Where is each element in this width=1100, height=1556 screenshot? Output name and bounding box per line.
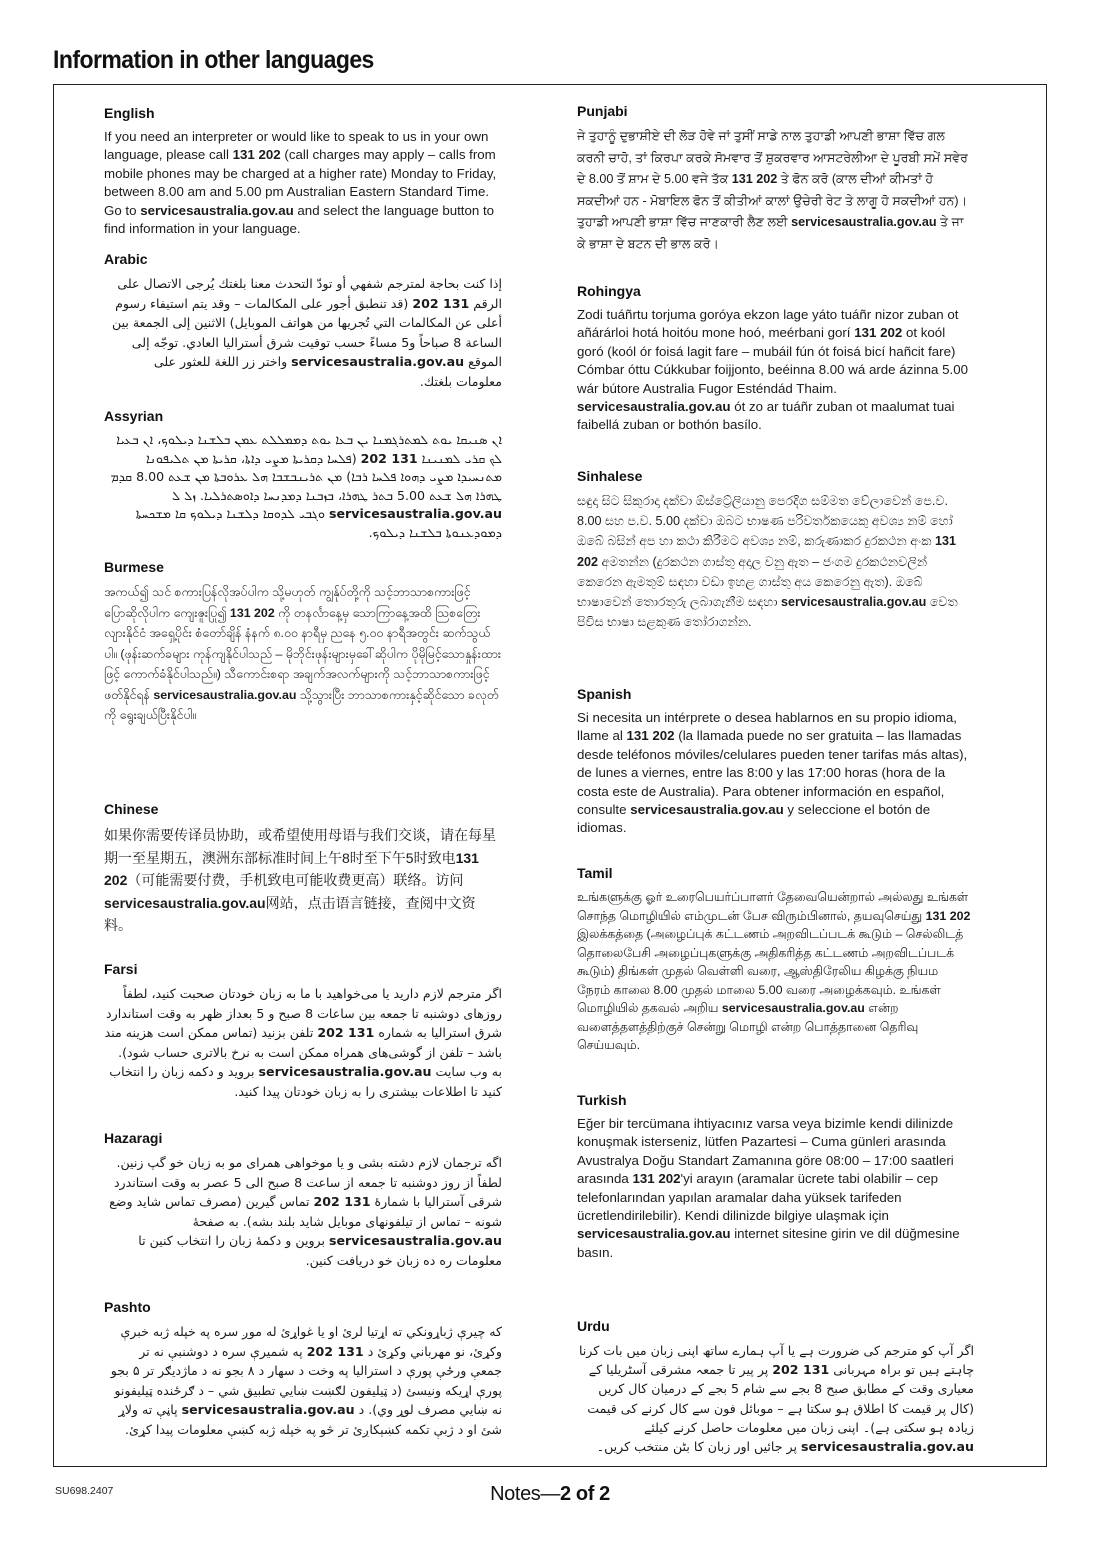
website-link[interactable]: servicesaustralia.gov.au: [258, 1064, 432, 1079]
website-link[interactable]: servicesaustralia.gov.au: [577, 399, 731, 415]
section-heading: Farsi: [104, 961, 138, 977]
notes-label: Notes—: [490, 1483, 560, 1505]
section-heading: English: [104, 105, 155, 121]
page-footer: [0, 1483, 1100, 1506]
phone-number: 131 202: [577, 534, 956, 569]
section-body: [104, 1153, 502, 1270]
body-text: இலக்கத்தை (அழைப்புக் கட்டணம் அறவிடப்படக் கூடும் – செல்லிடத் தொலைபேசி அழைப்புகளுக்கு அதிகரித்த கட்டணம் அறவிடப்படக் கூடும்) திங்கள் முதல் வெள்ளி வரை, ஆஸ்திரேலிய கிழக்கு நியம நேரம் காலை 8.00 முதல் மாலை 5.00 வரை அழைக்கவும். உங்கள் மொழியில் தகவல் அறிய: [577, 927, 964, 1015]
body-text: သို့သွားပြီး ဘာသာစကားနှင့်ဆိုင်သော ခလုတ်ကို ရွေးချယ်ပြီးနိုင်ပါ။: [104, 687, 499, 722]
section-heading: Pashto: [104, 1299, 151, 1315]
body-text: پاڼې ته ولاړ شئ او د ژبې تکمه کښېکاږئ تر څو په خپله ژبه کښې معلومات پیدا کړئ.: [118, 1402, 502, 1437]
body-text: په شمیرې سره د دوشنبې نه تر جمعې ورځې پورې د استرالیا په وخت د سهار د ۸ بجو نه د ماژدیګر تر ۵ بجو پورې اړیکه ونیسئ (د ټیلیفون لګښت ښایي تطبیق شي – د ګرځنده ټیلیفونو نه ښایي مصرف لوړ وي). د: [110, 1343, 502, 1417]
body-text: پر جائیں اور زبان کا بٹن منتخب کریں۔: [596, 1439, 802, 1455]
body-text: (ܦܠܚܐ ܕܩܪܝܬܐ ܡܨܝ ܕܐܬܐ، ܩܪܝܬܐ ܡܢ ܬܠܝܦܘܢܐ ܡܬܢܚܝܕܐ ܡܨܝ ܕܗܘܐ ܦܠܚܐ ܪܒܐ) ܡܢ ܬܪܝܢܒܫܒܐ ܗܠ ܥܪܘܒܬܐ ܡܢ ܫܥܬ 8.00 ܩܕܡ ܛܗܪܐ ܗܠ ܫܥܬ 5.00 ܒܬܪ ܛܗܪܐ، ܒܙܒܢܐ ܕܡܕܢܚܐ ܕܐܘܣܬܪܠܝܐ. ܙܠ ܠ: [110, 450, 502, 503]
section-body: [104, 1322, 502, 1439]
section-body: [104, 984, 502, 1101]
section-spanish: [577, 686, 974, 838]
section-body: [577, 1115, 974, 1262]
website-link[interactable]: servicesaustralia.gov.au: [791, 215, 937, 229]
section-tamil: [577, 865, 974, 1055]
phone-number: 131 202: [232, 147, 281, 163]
body-text: پر پیر تا جمعہ مشرقی آسٹریلیا کے معیاری وقت کے مطابق صبح 8 بجے سے شام 5 بجے کے درمیان کال کریں (کال پر قیمت کا اطلاق ہو سکتا ہے – موبائل فون سے کال کرنے کی قیمت زیادہ ہو سکتی ہے)۔ اپنی زبان میں معلومات حاصل کرنے کیلئے: [587, 1362, 974, 1435]
body-text: ကို တနင်္လာနေ့မှ သောကြာနေ့အထိ ဩစတြေးလျားနိုင်ငံ အရှေ့ပိုင်း စံတော်ချိန် နံနက် ၈.၀၀ နာရီမှ ညနေ ၅.၀၀ နာရီအတွင်း ဆက်သွယ်ပါ။ (ဖုန်းဆက်ခများ ကုန်ကျနိုင်ပါသည် – မိုဘိုင်းဖုန်းများမှခေါ်ဆိုပါက ပိုမိုမြင့်သောနှုန်းထားဖြင့် ကောက်ခံနိုင်ပါသည်။) သီကောင်းစရာ အချက်အလက်များကို သင့်ဘာသာစကားဖြင့် ဖတ်နိုင်ရန်: [104, 605, 502, 702]
languages-panel: [53, 84, 1047, 1467]
section-body: [577, 709, 974, 838]
section-body: [104, 824, 502, 937]
section-chinese: [104, 801, 502, 937]
body-text: Si necesita un intérprete o desea hablarnos en su propio idioma, llame al: [577, 710, 957, 744]
phone-number: 131 202: [306, 1343, 364, 1359]
section-body: [577, 126, 974, 255]
body-text: ot koól goró (koól ór foisá lagit fare – mubáil fún ót foisá bicí hañcit fare) Cómbar óttu Cúkkubar foijjonto, beéinna 8.00 wá arde ázinna 5.00 wár bútore Australia Fugor Esténdád Thaim.: [577, 325, 969, 396]
section-heading: Assyrian: [104, 408, 164, 424]
website-link[interactable]: servicesaustralia.gov.au: [291, 354, 465, 369]
section-heading: Tamil: [577, 865, 613, 881]
phone-number: 131 202: [317, 1025, 375, 1040]
form-code: SU698.2407: [55, 1485, 114, 1497]
body-text: (la llamada puede no ser gratuita – las llamadas desde teléfonos móviles/celulares pueden tener tarifas más altas), de lunes a viernes, entre las 8:00 y las 17:00 horas (hora de la costa este de Australia). Para obtener información en español, consulte: [577, 728, 968, 818]
section-body: [104, 582, 502, 726]
body-text: که چیرې ژباړونکي ته اړتیا لرئ او یا غواړئ له موږ سره په خپله ژبه خبرې وکړئ، نو مهرباني وکړئ د: [120, 1324, 502, 1359]
phone-number: 131 202: [626, 728, 675, 744]
body-text: සඳුදා සිට සිකුරාදා දක්වා ඕස්ට්‍රේලියානු පෙරදිග සම්මත වේලාවෙන් පෙ.ව. 8.00 සහ ප.ව. 5.00 දක්වා ඔබට භාෂණ පරිවර්තකයෙකු අවශ්‍ය නම් හෝ ඔබේ බසින් අප හා කථා කිරීමට අවශ්‍ය නම්, කරුණාකර දුරකථන අංක: [577, 494, 953, 549]
section-heading: Sinhalese: [577, 468, 643, 484]
section-heading: Turkish: [577, 1092, 627, 1108]
section-sinhalese: [577, 468, 974, 632]
body-text: واختر زر اللغة للعثور على معلومات بلغتك.: [153, 354, 502, 389]
phone-number: 131 202: [731, 172, 778, 186]
section-rohingya: [577, 283, 974, 435]
phone-number: 131 202: [412, 295, 470, 311]
section-hazaragi: [104, 1130, 502, 1270]
body-text: تلفن بزنید (تماس ممکن است هزینه مند باشد – تلفن از گوشی‌های همراه ممکن است به نرخ بالاتری حساب شود). به وب سایت: [104, 1025, 502, 1079]
section-pashto: [104, 1299, 502, 1439]
section-body: [104, 274, 502, 391]
section-turkish: [577, 1092, 974, 1262]
section-urdu: [577, 1318, 974, 1456]
section-heading: Burmese: [104, 559, 164, 575]
body-text: 'yi arayın (aramalar ücrete tabi olabilir – cep telefonlarından yapılan aramalar daha yüksek tarifeden ücretlendirilebilir). Kendi dilinizde bilgiye ulaşmak için: [577, 1171, 939, 1224]
phone-number: 131 202: [104, 849, 479, 889]
body-text: အကယ်၍ သင် စကားပြန်လိုအပ်ပါက သို့မဟုတ် ကျွန်ုပ်တို့ကို သင့်ဘာသာစကားဖြင့် ပြောဆိုလိုပါက ကျေးဇူးပြု၍: [104, 585, 471, 620]
phone-number: 131 202: [854, 325, 903, 341]
section-english: [104, 105, 502, 238]
phone-number: 131 202: [772, 1362, 830, 1378]
body-text: ܐܢ ܣܢܝܩܐ ܝܘܬ ܠܡܬܪܓܡܢܐ ܝܢ ܒܥܐ ܝܘܬ ܕܡܡܠܠܬ ܥܡܢ ܒܠܫܢܐ ܕܝܠܘܟ، ܐܢ ܒܥܝܐ ܠܟ ܩܪܝ ܠܡܢܝܢܐ: [116, 432, 502, 466]
body-text: ܘܓܒܝ ܠܕܘܩܐ ܕܠܫܢܐ ܕܝܠܘܟ ܩܐ ܡܫܟܚܬܐ ܕܡܘܕܥܢܘܬܐ ܒܠܫܢܐ ܕܝܠܘܟ.: [135, 506, 502, 540]
body-text: අමතන්න (දුරකථන ගාස්තු අදාල වනු ඇත – ජංගම දුරකථනවලින් කෙරෙන ඇමතුම් සඳහා වඩා ඉහළ ගාස්තු අය කෙරෙනු ඇත). ඔබේ භාෂාවෙන් තොරතුරු ලබාගැනීම සඳහා: [577, 554, 928, 610]
body-text: Eğer bir tercümana ihtiyacınız varsa veya bizimle kendi dilinizde konuşmak isterseniz, lütfen Pazartesi – Cuma günleri arasında Avustralya Doğu Standart Zamanına göre 08:00 – 17:00 saatleri arasında: [577, 1116, 954, 1187]
section-body: [577, 491, 974, 632]
body-text: என்ற வளைத்தளத்திற்குச் சென்று மொழி என்ற பொத்தானை தெரிவு செய்யவும்.: [577, 1001, 919, 1052]
section-assyrian: [104, 408, 502, 542]
body-text: 如果你需要传译员协助，或希望使用母语与我们交谈，请在每星期一至星期五，澳洲东部标准时间上午8时至下午5时致电: [104, 827, 496, 866]
website-link[interactable]: servicesaustralia.gov.au: [780, 595, 927, 610]
section-heading: Chinese: [104, 801, 159, 817]
section-heading: Punjabi: [577, 103, 628, 119]
body-text: உங்களுக்கு ஓர் உரைபெயர்ப்பாளர் தேவையென்றால் அல்லது உங்கள் சொந்த மொழியில் எம்முடன் பேச விரும்பினால், தயவுசெய்து: [577, 890, 969, 923]
section-arabic: [104, 251, 502, 391]
body-text: بروید و دکمه زبان را انتخاب کنید تا اطلاعات بیشتری را به زبان خودتان پیدا کنید.: [109, 1064, 502, 1099]
page-title: Information in other languages: [53, 46, 374, 74]
website-link[interactable]: servicesaustralia.gov.au: [329, 1233, 502, 1248]
body-text: internet sitesine girin ve dil düğmesine basın.: [577, 1226, 960, 1260]
body-text: ਤੇ ਜਾ ਕੇ ਭਾਸ਼ਾ ਦੇ ਬਟਨ ਦੀ ਭਾਲ ਕਰੋ।: [577, 215, 964, 251]
body-text: ót zo ar tuáñr zuban ot maalumat tuai faibellá zuban or bothón basílo.: [577, 399, 955, 433]
body-text: 网站，点击语言链接，查阅中文资料。: [104, 894, 476, 934]
section-heading: Arabic: [104, 251, 148, 267]
body-text: වෙත පිවිස භාෂා සළකුණ තෝරාගන්න.: [577, 595, 958, 630]
website-link[interactable]: servicesaustralia.gov.au: [140, 202, 294, 218]
body-text: ਜੇ ਤੁਹਾਨੂੰ ਦੁਭਾਸ਼ੀਏ ਦੀ ਲੋੜ ਹੋਵੇ ਜਾਂ ਤੁਸੀਂ ਸਾਡੇ ਨਾਲ ਤੁਹਾਡੀ ਆਪਣੀ ਭਾਸ਼ਾ ਵਿੱਚ ਗਲ ਕਰਨੀ ਚਾਹੋ, ਤਾਂ ਕਿਰਪਾ ਕਰਕੇ ਸੋਮਵਾਰ ਤੋਂ ਸ਼ੁਕਰਵਾਰ ਆਸਟਰੇਲੀਆ ਦੇ ਪੂਰਬੀ ਸਮੇਂ ਸਵੇਰ ਦੇ 8.00 ਤੋਂ ਸ਼ਾਮ ਦੇ 5.00 ਵਜੇ ਤੱਕ: [577, 129, 968, 186]
section-body: [577, 888, 974, 1055]
section-heading: Hazaragi: [104, 1130, 163, 1146]
body-text: اگر آپ کو مترجم کی ضرورت ہے یا آپ ہمارے ساتھ اپنی زبان میں بات کرنا چاہتے ہیں تو براہ مہربانی: [578, 1343, 974, 1378]
website-link[interactable]: servicesaustralia.gov.au: [181, 1402, 355, 1417]
body-text: Zodi tuáñrtu torjuma goróya ekzon lage yáto tuáñr nizor zuban ot añárárloi hotá hoitóu mone hoó, meérbani gorí: [577, 307, 959, 341]
section-farsi: [104, 961, 502, 1101]
body-text: (قد تنطبق أجور على المكالمات – وقد يتم استيفاء رسوم أعلى عن المكالمات التي تُجريها من هواتف الموبايل) الاثنين إلى الجمعة بين الساعة 8 صباحاً و5 مساءً حسب توقيت شرق أستراليا العادي. توجّه إلى الموقع: [111, 295, 502, 369]
website-link[interactable]: servicesaustralia.gov.au: [630, 802, 784, 818]
section-body: [577, 306, 974, 435]
body-text: إذا كنت بحاجة لمترجم شفهي أو تودّ التحدث معنا بلغتك يُرجى الاتصال على الرقم: [117, 276, 502, 311]
section-burmese: [104, 559, 502, 726]
website-link[interactable]: servicesaustralia.gov.au: [329, 506, 502, 521]
body-text: (call charges may apply – calls from mobile phones may be charged at a higher rate) Monday to Friday, between 8.00 am and 5.00 pm Australian Eastern Standard Time. Go to: [104, 147, 497, 218]
body-text: ਤੇ ਫੋਨ ਕਰੋ (ਕਾਲ ਦੀਆਂ ਕੀਮਤਾਂ ਹੋ ਸਕਦੀਆਂ ਹਨ - ਮੋਬਾਇਲ ਫੋਨ ਤੋਂ ਕੀਤੀਆਂ ਕਾਲਾਂ ਉਚੇਰੀ ਰੇਟ ਤੇ ਲਾਗੂ ਹੋ ਸਕਦੀਆਂ ਹਨ)। ਤੁਹਾਡੀ ਆਪਣੀ ਭਾਸ਼ਾ ਵਿੱਚ ਜਾਣਕਾਰੀ ਲੈਣ ਲਈ: [577, 172, 968, 229]
phone-number: 131 202: [313, 1194, 371, 1209]
body-text: تماس گیرین (مصرف تماس شاید وضع شونه – تماس از تیلفونهای موبایل شاید بلند بشه). به صفحهٔ: [109, 1194, 502, 1229]
phone-number: 131 202: [360, 450, 418, 466]
phone-number: 131 202: [229, 605, 275, 620]
section-heading: Urdu: [577, 1318, 610, 1334]
body-text: If you need an interpreter or would like to speak to us in your own language, please call: [104, 129, 489, 163]
body-text: اگه ترجمان لازم دشته بشی و یا موخواهی همرای مو به زبان خو گپ زنین. لطفاً از روز دوشنبه تا جمعه از ساعت 8 صبح الی 5 عصر به وقت استاندرد شرقی آسترالیا با شمارهٔ: [113, 1155, 502, 1209]
website-link[interactable]: servicesaustralia.gov.au: [721, 1001, 865, 1015]
body-text: اگر مترجم لازم دارید یا می‌خواهید با ما به زبان خودتان صحبت کنید، لطفاً روزهای دوشنبه تا جمعه بین ساعات 8 صبح و 5 بعداز ظهر به وقت استاندارد شرق استرالیا به شماره: [106, 986, 502, 1040]
website-link[interactable]: servicesaustralia.gov.au: [801, 1439, 974, 1455]
body-text: and select the language button to find information in your language.: [104, 202, 495, 237]
body-text: y seleccione el botón de idiomas.: [577, 802, 931, 836]
section-body: [104, 431, 502, 542]
section-heading: Rohingya: [577, 283, 641, 299]
section-punjabi: [577, 103, 974, 255]
section-body: [577, 1341, 974, 1456]
website-link[interactable]: servicesaustralia.gov.au: [153, 687, 297, 702]
section-body: [104, 128, 502, 238]
website-link[interactable]: servicesaustralia.gov.au: [104, 894, 266, 911]
phone-number: 131 202: [925, 908, 971, 923]
body-text: （可能需要付费，手机致电可能收费更高）联络。访问: [127, 872, 464, 889]
body-text: بروین و دکمهٔ زبان را انتخاب کنین تا معلومات ره ده زبان خو دریافت کنین.: [138, 1233, 502, 1268]
website-link[interactable]: servicesaustralia.gov.au: [577, 1226, 731, 1242]
phone-number: 131 202: [632, 1171, 681, 1187]
page-number: 2 of 2: [560, 1483, 610, 1505]
section-heading: Spanish: [577, 686, 632, 702]
